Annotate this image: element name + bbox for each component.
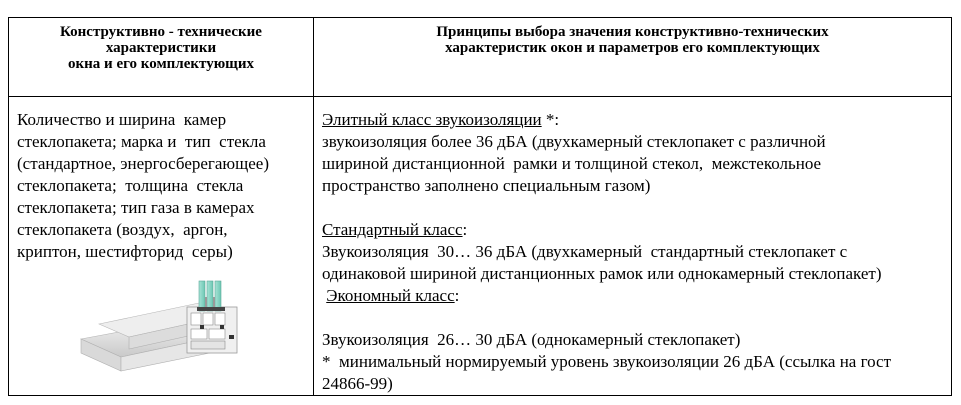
footnote-line: 24866-99) <box>322 374 393 393</box>
characteristics-table <box>8 17 952 396</box>
left-description <box>9 109 313 263</box>
header-cell-left <box>9 18 314 97</box>
elite-line: пространство заполнено специальным газом) <box>322 176 651 195</box>
header-left-text: Конструктивно - технические характеристики окна и его комплектующих <box>60 24 262 72</box>
header-row <box>9 18 952 97</box>
blank-line <box>322 307 947 329</box>
blank-line <box>322 197 947 219</box>
footnote-line: * минимальный нормируемый уровень звукоизоляции 26 дБА (ссылка на гост <box>322 352 892 371</box>
body-cell-left <box>9 109 314 396</box>
economy-class-suffix: : <box>454 286 460 305</box>
standard-class-heading <box>322 219 947 241</box>
left-line: стеклопакета; марка и тип стекла <box>17 132 266 151</box>
spacer-left <box>9 97 314 110</box>
spacer-right <box>314 97 952 110</box>
elite-line: звукоизоляция более 36 дБА (двухкамерный стеклопакет с различной <box>322 132 826 151</box>
economy-class-title: Экономный класс <box>326 286 455 305</box>
elite-class-title: Элитный класс звукоизоляции <box>322 110 542 129</box>
body-cell-right <box>314 109 952 396</box>
window-profile-image <box>79 279 249 379</box>
economy-class-heading <box>322 285 947 307</box>
standard-class-suffix: : <box>462 220 468 239</box>
elite-line: шириной дистанционной рамки и толщиной стекол, межстекольное <box>322 154 822 173</box>
left-line: стеклопакета (воздух, аргон, <box>17 220 228 239</box>
economy-line: Звукоизоляция 26… 30 дБА (однокамерный стеклопакет) <box>322 330 741 349</box>
elite-class-suffix: *: <box>541 110 560 129</box>
header-right-text: Принципы выбора значения конструктивно-технических характеристик окон и параметров его комплектующих <box>436 24 829 56</box>
standard-line: одинаковой шириной дистанционных рамок или однокамерный стеклопакет) <box>322 264 882 283</box>
left-line: Количество и ширина камер <box>17 110 227 129</box>
body-row <box>9 109 952 396</box>
left-line: стеклопакета; тип газа в камерах <box>17 198 255 217</box>
sound-insulation-classes <box>314 109 951 395</box>
elite-class-heading <box>322 109 947 131</box>
standard-line: Звукоизоляция 30… 36 дБА (двухкамерный стандартный стеклопакет с <box>322 242 848 261</box>
spacer-row <box>9 97 952 110</box>
left-line: криптон, шестифторид серы) <box>17 242 233 261</box>
left-line: (стандартное, энергосберегающее) <box>17 154 269 173</box>
standard-class-title: Стандартный класс <box>322 220 463 239</box>
header-cell-right <box>314 18 952 97</box>
left-line: стеклопакета; толщина стекла <box>17 176 244 195</box>
